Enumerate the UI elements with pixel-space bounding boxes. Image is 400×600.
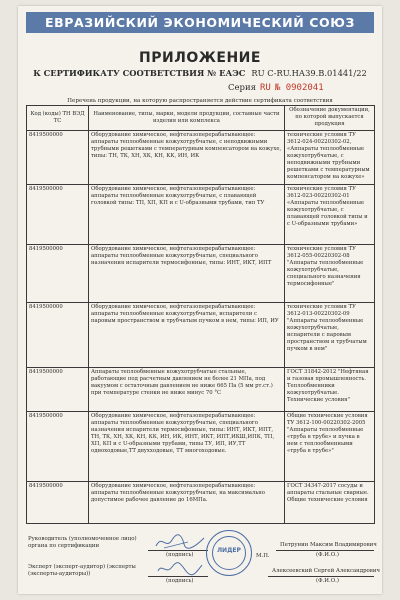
- row-doc: ГОСТ 31842-2012 "Нефтяная и газовая промышленность. Теплообменники кожухотрубчатые. Технические условия": [285, 367, 375, 411]
- row-code: 8419500000: [27, 184, 89, 244]
- table-row: [27, 367, 375, 411]
- head-name: Петрунин Максим Владимирович: [280, 542, 377, 548]
- series-number: № 0902041: [274, 83, 324, 93]
- row-code: 8419500000: [27, 481, 89, 523]
- row-name: Оборудование химическое, нефтегазоперерабатывающее: аппараты теплообменные кожухотрубчатые, специального назначения испарители термосифонные, типы: ИНТ, ИКТ, ИПТ, ТН, ТК, ХН, ХК, КН, КК, ИН, ИК, ИНТ, ИКТ, ИПТ,ИКШ,ИПК, ТП, ХП, КП и с U-образными трубами, типы ТУ, ИП, ИУ,ТТ одноходовые,ТТ двухходовые, ТТ многоходовые.: [89, 411, 285, 481]
- stamp-text: ЛИДЕР: [217, 547, 241, 554]
- subtitle-prefix: К СЕРТИФИКАТУ СООТВЕТСТВИЯ № ЕАЭС: [33, 68, 246, 78]
- table-caption: Перечень продукции, на которую распространяется действие сертификата соответствия: [67, 98, 333, 104]
- certificate-page: [18, 6, 382, 594]
- row-name: Оборудование химическое, нефтегазоперерабатывающее: аппараты теплообменные кожухотрубчатые, специального назначения испарители термосифонные, типы: ИНТ, ИКТ, ИПТ: [89, 244, 285, 302]
- row-doc: технические условия ТУ 3612-013-00220302-09 "Аппараты теплообменные кожухотрубчатые, испарители с паровым пространством и трубчатым пучком в нем": [285, 302, 375, 367]
- table-row: [27, 184, 375, 244]
- table-header-row: [27, 106, 375, 131]
- row-doc: Общие технические условия ТУ 3612-100-00220302-2005 "Аппараты теплообменные «труба в трубе» и пучка в нем с теплообменными «труба в трубе»": [285, 411, 375, 481]
- mp-label: М.П.: [256, 553, 270, 559]
- row-name: Оборудование химическое, нефтегазоперерабатывающее: аппараты теплообменные кожухотрубчатые, с неподвижными трубными решетками с температурным компенсатором на кожухе, типы: ТН, ТК, ХН, ХК, КН, КК, ИН, ИК: [89, 130, 285, 184]
- head-name-line: [276, 550, 374, 551]
- union-banner: ЕВРАЗИЙСКИЙ ЭКОНОМИЧЕСКИЙ СОЮЗ: [26, 12, 374, 33]
- series-code: RU: [260, 83, 271, 93]
- row-code: 8419500000: [27, 130, 89, 184]
- row-doc: ГОСТ 34347-2017 сосуды и аппараты стальные сварные. Общие технические условия: [285, 481, 375, 523]
- header-name: Наименование, типы, марки, модели продукции, составные части изделия или комплекса: [89, 106, 285, 131]
- head-signature-icon: [154, 532, 206, 552]
- table-row: [27, 411, 375, 481]
- row-doc: технические условия ТУ 3612-023-00220302-01 «Аппараты теплообменные кожухотрубчатые, с плавающей головкой типы и с U-образными трубами»: [285, 184, 375, 244]
- header-doc: Обозначение документации, по которой выпускается продукция: [285, 106, 375, 131]
- series-line: [228, 83, 324, 93]
- row-code: 8419500000: [27, 411, 89, 481]
- organization-stamp: [206, 530, 252, 576]
- head-initials-caption: (Ф.И.О.): [316, 552, 339, 558]
- expert-label: Эксперт (эксперт-аудитор) (эксперты (эксперты-аудиторы)): [28, 564, 136, 578]
- head-signature-caption: (подпись): [166, 552, 194, 558]
- expert-name-line: [268, 576, 374, 577]
- expert-name: Алексеевский Сергей Александрович: [272, 568, 380, 574]
- row-doc: технические условия ТУ 3612-055-00220302-08 "Аппараты теплообменные кожухотрубчатые, специального назначения термосифонные": [285, 244, 375, 302]
- row-code: 8419500000: [27, 302, 89, 367]
- expert-signature-caption: (подпись): [166, 578, 194, 584]
- head-label: Руководитель (уполномоченное лицо) органа по сертификации: [28, 536, 137, 550]
- row-code: 8419500000: [27, 367, 89, 411]
- row-name: Оборудование химическое, нефтегазоперерабатывающее: аппараты теплообменные кожухотрубчатые, с плавающей головкой типы: ТП, ХП, КП и с U-образными трубами, тип ТУ: [89, 184, 285, 244]
- table-row: [27, 481, 375, 523]
- table-row: [27, 130, 375, 184]
- expert-signature-icon: [156, 561, 204, 577]
- row-name: Оборудование химическое, нефтегазоперерабатывающее: аппараты теплообменные кожухотрубчатые, на максимально допустимое рабочее давление до 16МПа.: [89, 481, 285, 523]
- row-name: Оборудование химическое, нефтегазоперерабатывающее: аппараты теплообменные кожухотрубчатые, испарители с паровым пространством и трубчатым пучком в нем, типы: ИП, ИУ: [89, 302, 285, 367]
- product-table: [26, 105, 375, 524]
- expert-initials-caption: (Ф.И.О.): [316, 578, 339, 584]
- table-row: [27, 244, 375, 302]
- row-name: Аппараты теплообменные кожухотрубчатые стальные, работающие под расчетным давлением не более 21 МПа, под вакуумом с остаточным давлением не ниже 665 Па (5 мм рт.ст.) при температуре стенки не ниже минус 70 °С: [89, 367, 285, 411]
- header-code: Код (коды) ТН ВЭД ТС: [27, 106, 89, 131]
- series-label: Серия: [228, 83, 257, 93]
- row-code: 8419500000: [27, 244, 89, 302]
- table-row: [27, 302, 375, 367]
- certificate-number: RU С-RU.НА39.В.01441/22: [251, 68, 367, 78]
- document-title: ПРИЛОЖЕНИЕ: [139, 50, 261, 66]
- certificate-subtitle: [28, 68, 372, 78]
- row-doc: технические условия ТУ 3612-024-00220302-02, «Аппараты теплообменные кожухотрубчатые, с неподвижными трубными решетками с температурным компенсатором на кожухе»: [285, 130, 375, 184]
